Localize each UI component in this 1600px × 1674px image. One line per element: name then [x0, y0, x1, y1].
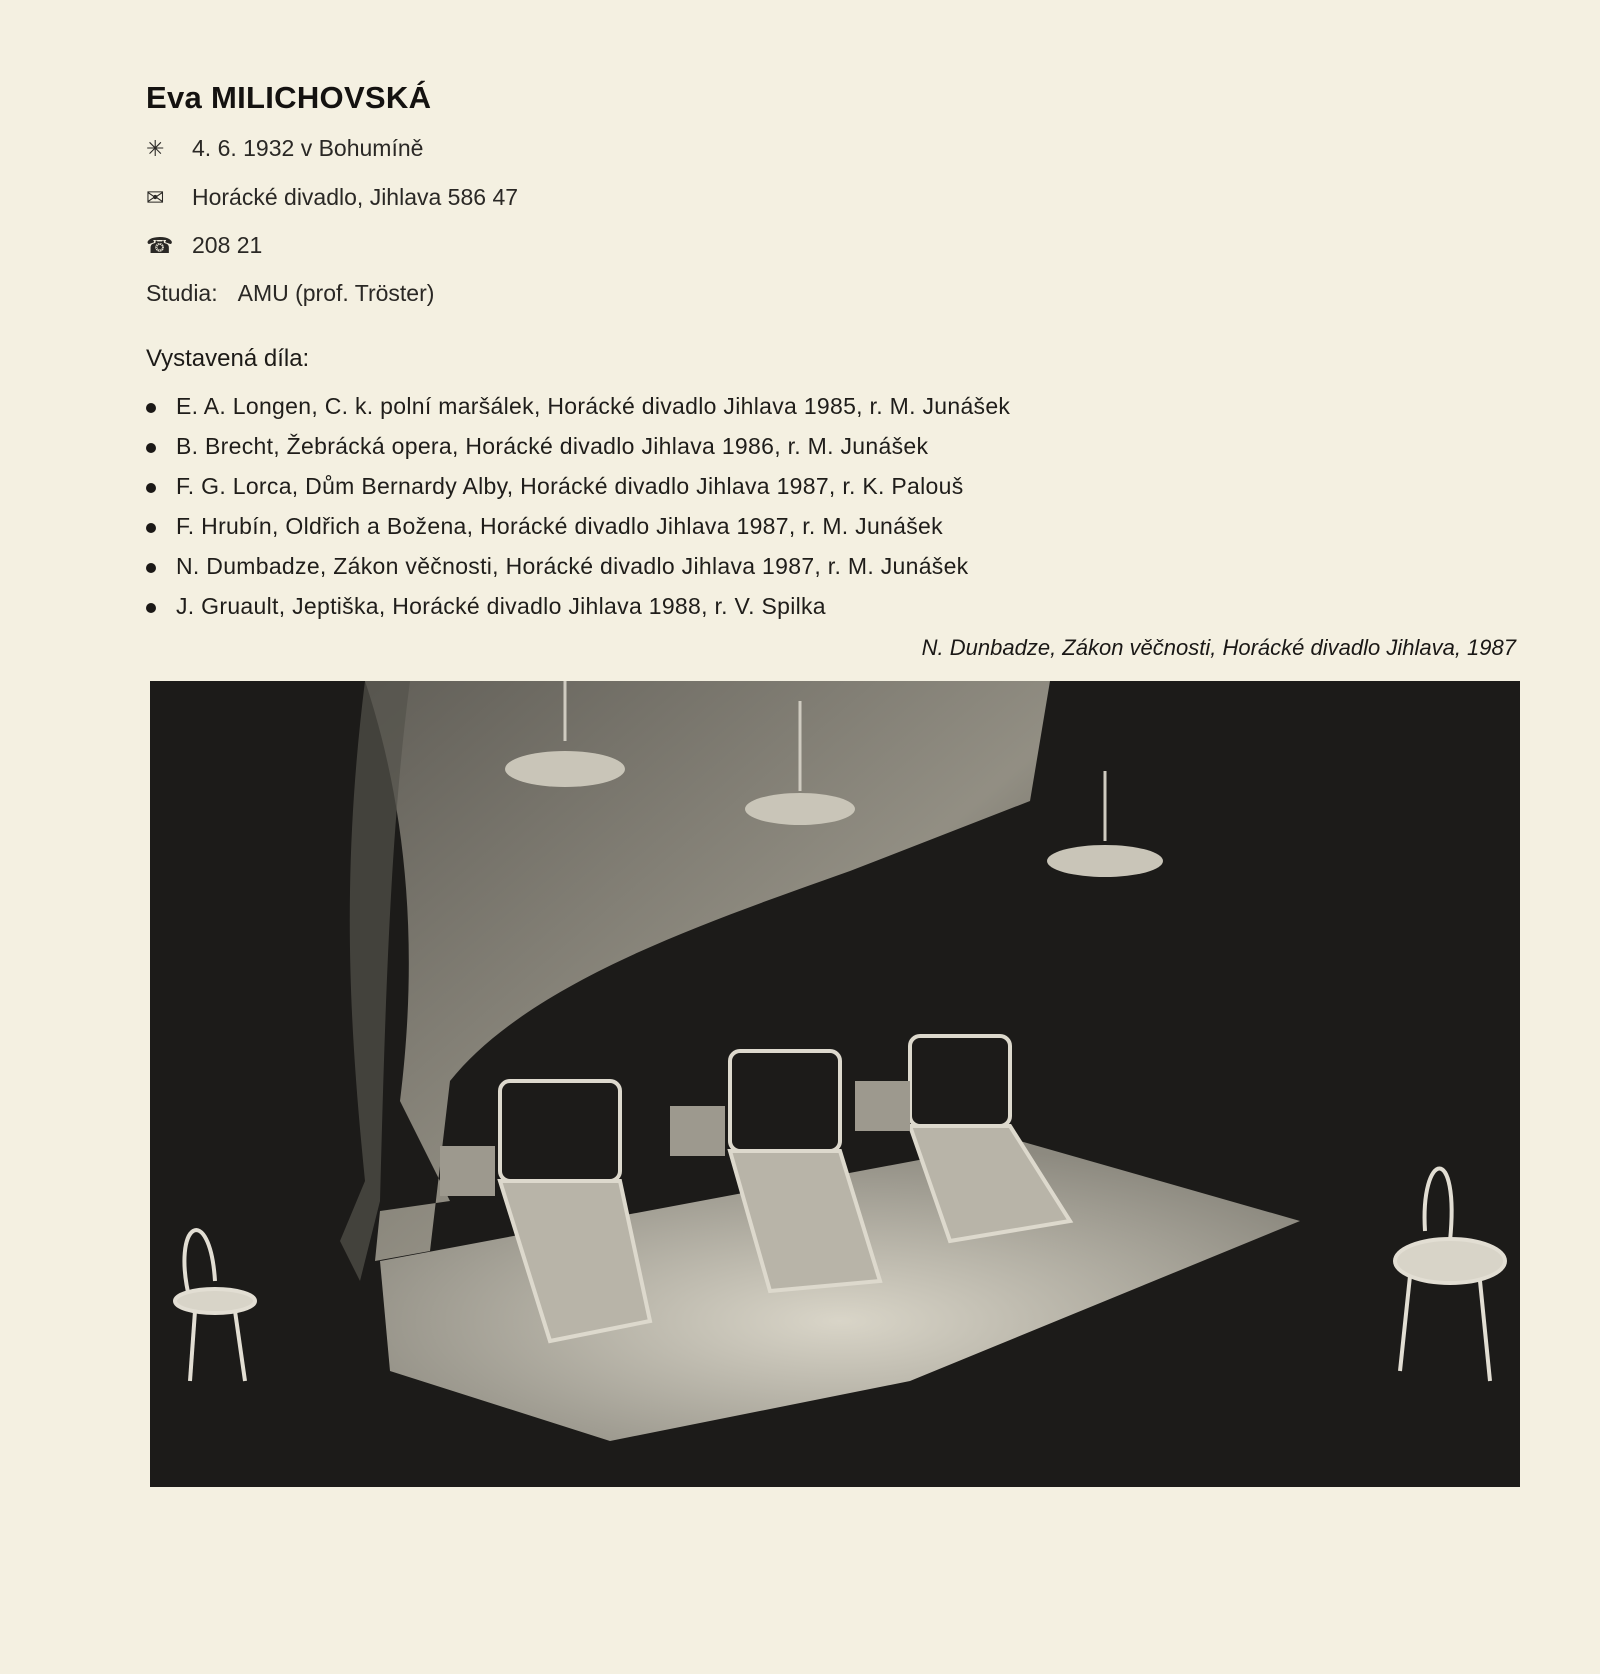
bullet-icon: [146, 563, 156, 573]
list-item: [146, 506, 1010, 546]
list-item: [146, 586, 1010, 626]
birth-text: 4. 6. 1932 v Bohumíně: [192, 135, 424, 161]
works-list: [146, 386, 1010, 626]
asterisk-icon: ✳: [146, 135, 165, 161]
envelope-icon: ✉: [146, 184, 165, 210]
bullet-icon: [146, 403, 156, 413]
studies-text: AMU (prof. Tröster): [237, 280, 435, 306]
telephone-icon: ☎: [146, 232, 174, 258]
work-text: N. Dumbadze, Zákon věčnosti, Horácké divadlo Jihlava 1987, r. M. Junášek: [176, 552, 969, 579]
phone-text: 208 21: [192, 232, 263, 258]
list-item: [146, 546, 1010, 586]
studies-label: Studia:: [146, 280, 218, 306]
bullet-icon: [146, 443, 156, 453]
work-text: F. G. Lorca, Dům Bernardy Alby, Horácké divadlo Jihlava 1987, r. K. Palouš: [176, 472, 964, 499]
work-text: F. Hrubín, Oldřich a Božena, Horácké divadlo Jihlava 1987, r. M. Junášek: [176, 512, 943, 539]
studies-info: [146, 280, 434, 307]
work-text: B. Brecht, Žebrácká opera, Horácké divadlo Jihlava 1986, r. M. Junášek: [176, 432, 929, 459]
work-text: J. Gruault, Jeptiška, Horácké divadlo Jihlava 1988, r. V. Spilka: [176, 592, 826, 619]
artist-name: Eva MILICHOVSKÁ: [146, 80, 432, 115]
figure-caption: N. Dunbadze, Zákon věčnosti, Horácké divadlo Jihlava, 1987: [921, 635, 1516, 660]
list-item: [146, 386, 1010, 426]
stage-scene-illustration: [150, 681, 1520, 1487]
address-info: [146, 184, 518, 211]
list-item: [146, 426, 1010, 466]
works-heading: Vystavená díla:: [146, 345, 310, 372]
stage-design-photo: [150, 681, 1520, 1487]
bullet-icon: [146, 523, 156, 533]
work-text: E. A. Longen, C. k. polní maršálek, Horácké divadlo Jihlava 1985, r. M. Junášek: [176, 392, 1011, 419]
bullet-icon: [146, 483, 156, 493]
birth-info: [146, 135, 423, 162]
bullet-icon: [146, 603, 156, 613]
address-text: Horácké divadlo, Jihlava 586 47: [192, 184, 519, 210]
list-item: [146, 466, 1010, 506]
phone-info: [146, 232, 262, 259]
